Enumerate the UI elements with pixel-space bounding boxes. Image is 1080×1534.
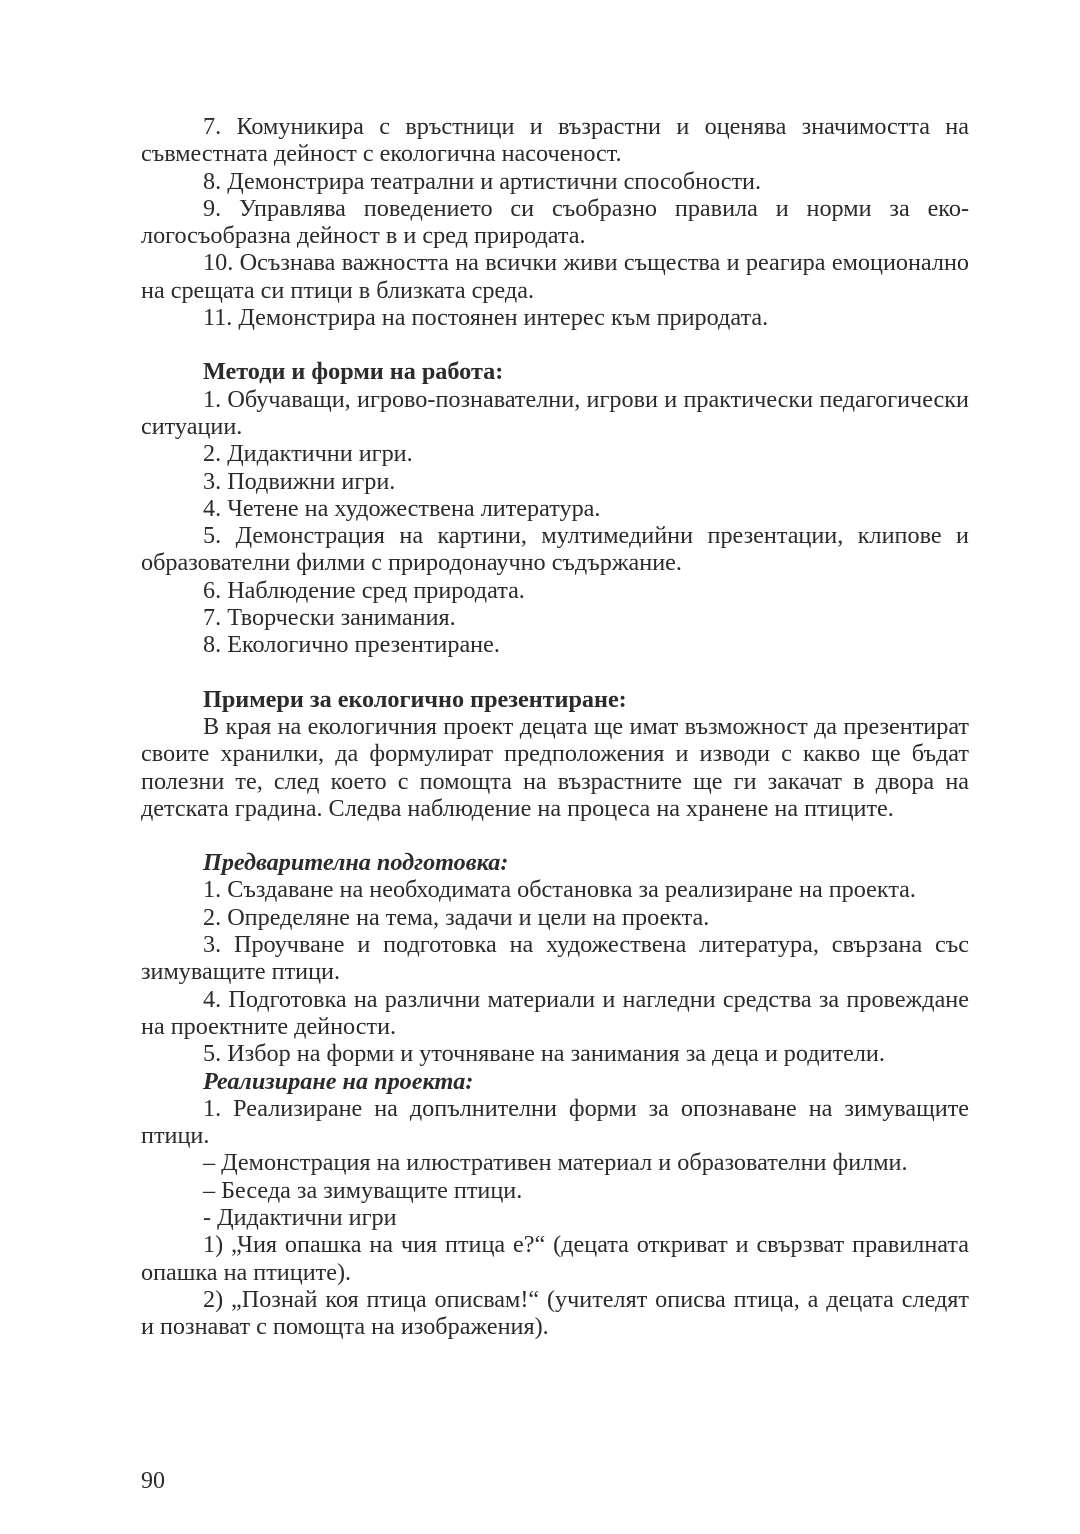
section-spacer [141,659,969,686]
section-spacer [141,331,969,358]
methods-item-3: 3. Подвижни игри. [203,467,396,495]
realization-item-1: 1. Реализиране на допълнителни форми за опознаване на зимуващите птици. [141,1094,969,1150]
page-body [141,113,969,1340]
methods-item-1: 1. Обучаващи, игрово-познавателни, игрови и практически педагогически ситуации. [141,385,969,440]
realization-item-2: – Демонстрация на илюстративен материал и образователни филми. [203,1149,908,1177]
outcome-item-7: 7. Комуникира с връстници и възрастни и оценява значимостта на съвместната дейност с екологична насоченост. [141,113,969,168]
realization-heading: Реализиране на проекта: [203,1067,474,1095]
methods-item-5: 5. Демонстрация на картини, мултимедийни презентации, клипове и образователни филми с природонаучно съдържание. [141,522,969,577]
outcome-item-11: 11. Демонстрира на постоянен интерес към природата. [203,304,769,332]
preparation-item-2: 2. Определяне на тема, задачи и цели на проекта. [203,903,710,931]
examples-heading: Примери за екологично презентиране: [203,685,627,713]
realization-item-6: 2) „Познай коя птица описвам!“ (учителят описва птица, а децата следят и познават с помощта на изображения). [141,1285,969,1341]
outcome-item-8: 8. Демонстрира театрални и артистични способности. [203,167,762,195]
examples-paragraph: В края на екологичния проект децата ще имат възможност да презентират своите хранилки, да формулират предположения и изводи с какво ще бъдат полезни те, след което с помощта на възрастните ще ги закачат в двора на детската градина. Следва наблюдение на процеса на хранене на птиците. [141,712,969,822]
page-number: 90 [141,1468,165,1494]
methods-item-2: 2. Дидактични игри. [203,440,413,468]
methods-item-6: 6. Наблюдение сред природата. [203,576,525,604]
section-spacer [141,822,969,849]
methods-heading: Методи и форми на работа: [203,358,504,386]
preparation-item-1: 1. Създаване на необходимата обстановка за реализиране на проекта. [203,876,916,904]
realization-item-4: - Дидактични игри [203,1203,397,1231]
methods-item-8: 8. Екологично презентиране. [203,631,500,659]
preparation-item-3: 3. Проучване и подготовка на художествена литература, свързана със зимуващите птици. [141,931,969,986]
realization-item-5: 1) „Чия опашка на чия птица е?“ (децата откриват и свързват правилната опашка на птиците). [141,1231,969,1286]
outcome-item-9: 9. Управлява поведението си съобразно правила и норми за екологосъобразна дейност в и сред природата. [141,194,969,250]
realization-item-3: – Беседа за зимуващите птици. [203,1176,523,1204]
preparation-item-5: 5. Избор на форми и уточняване на занимания за деца и родители. [203,1040,885,1068]
methods-item-7: 7. Творчески занимания. [203,604,456,632]
preparation-item-4: 4. Подготовка на различни материали и нагледни средства за провеждане на проектните дейности. [141,985,969,1040]
methods-item-4: 4. Четене на художествена литература. [203,494,601,522]
outcome-item-10: 10. Осъзнава важността на всички живи същества и реагира емоционално на срещата си птици в близката среда. [141,249,969,304]
preparation-heading: Предварителна подготовка: [203,849,509,877]
